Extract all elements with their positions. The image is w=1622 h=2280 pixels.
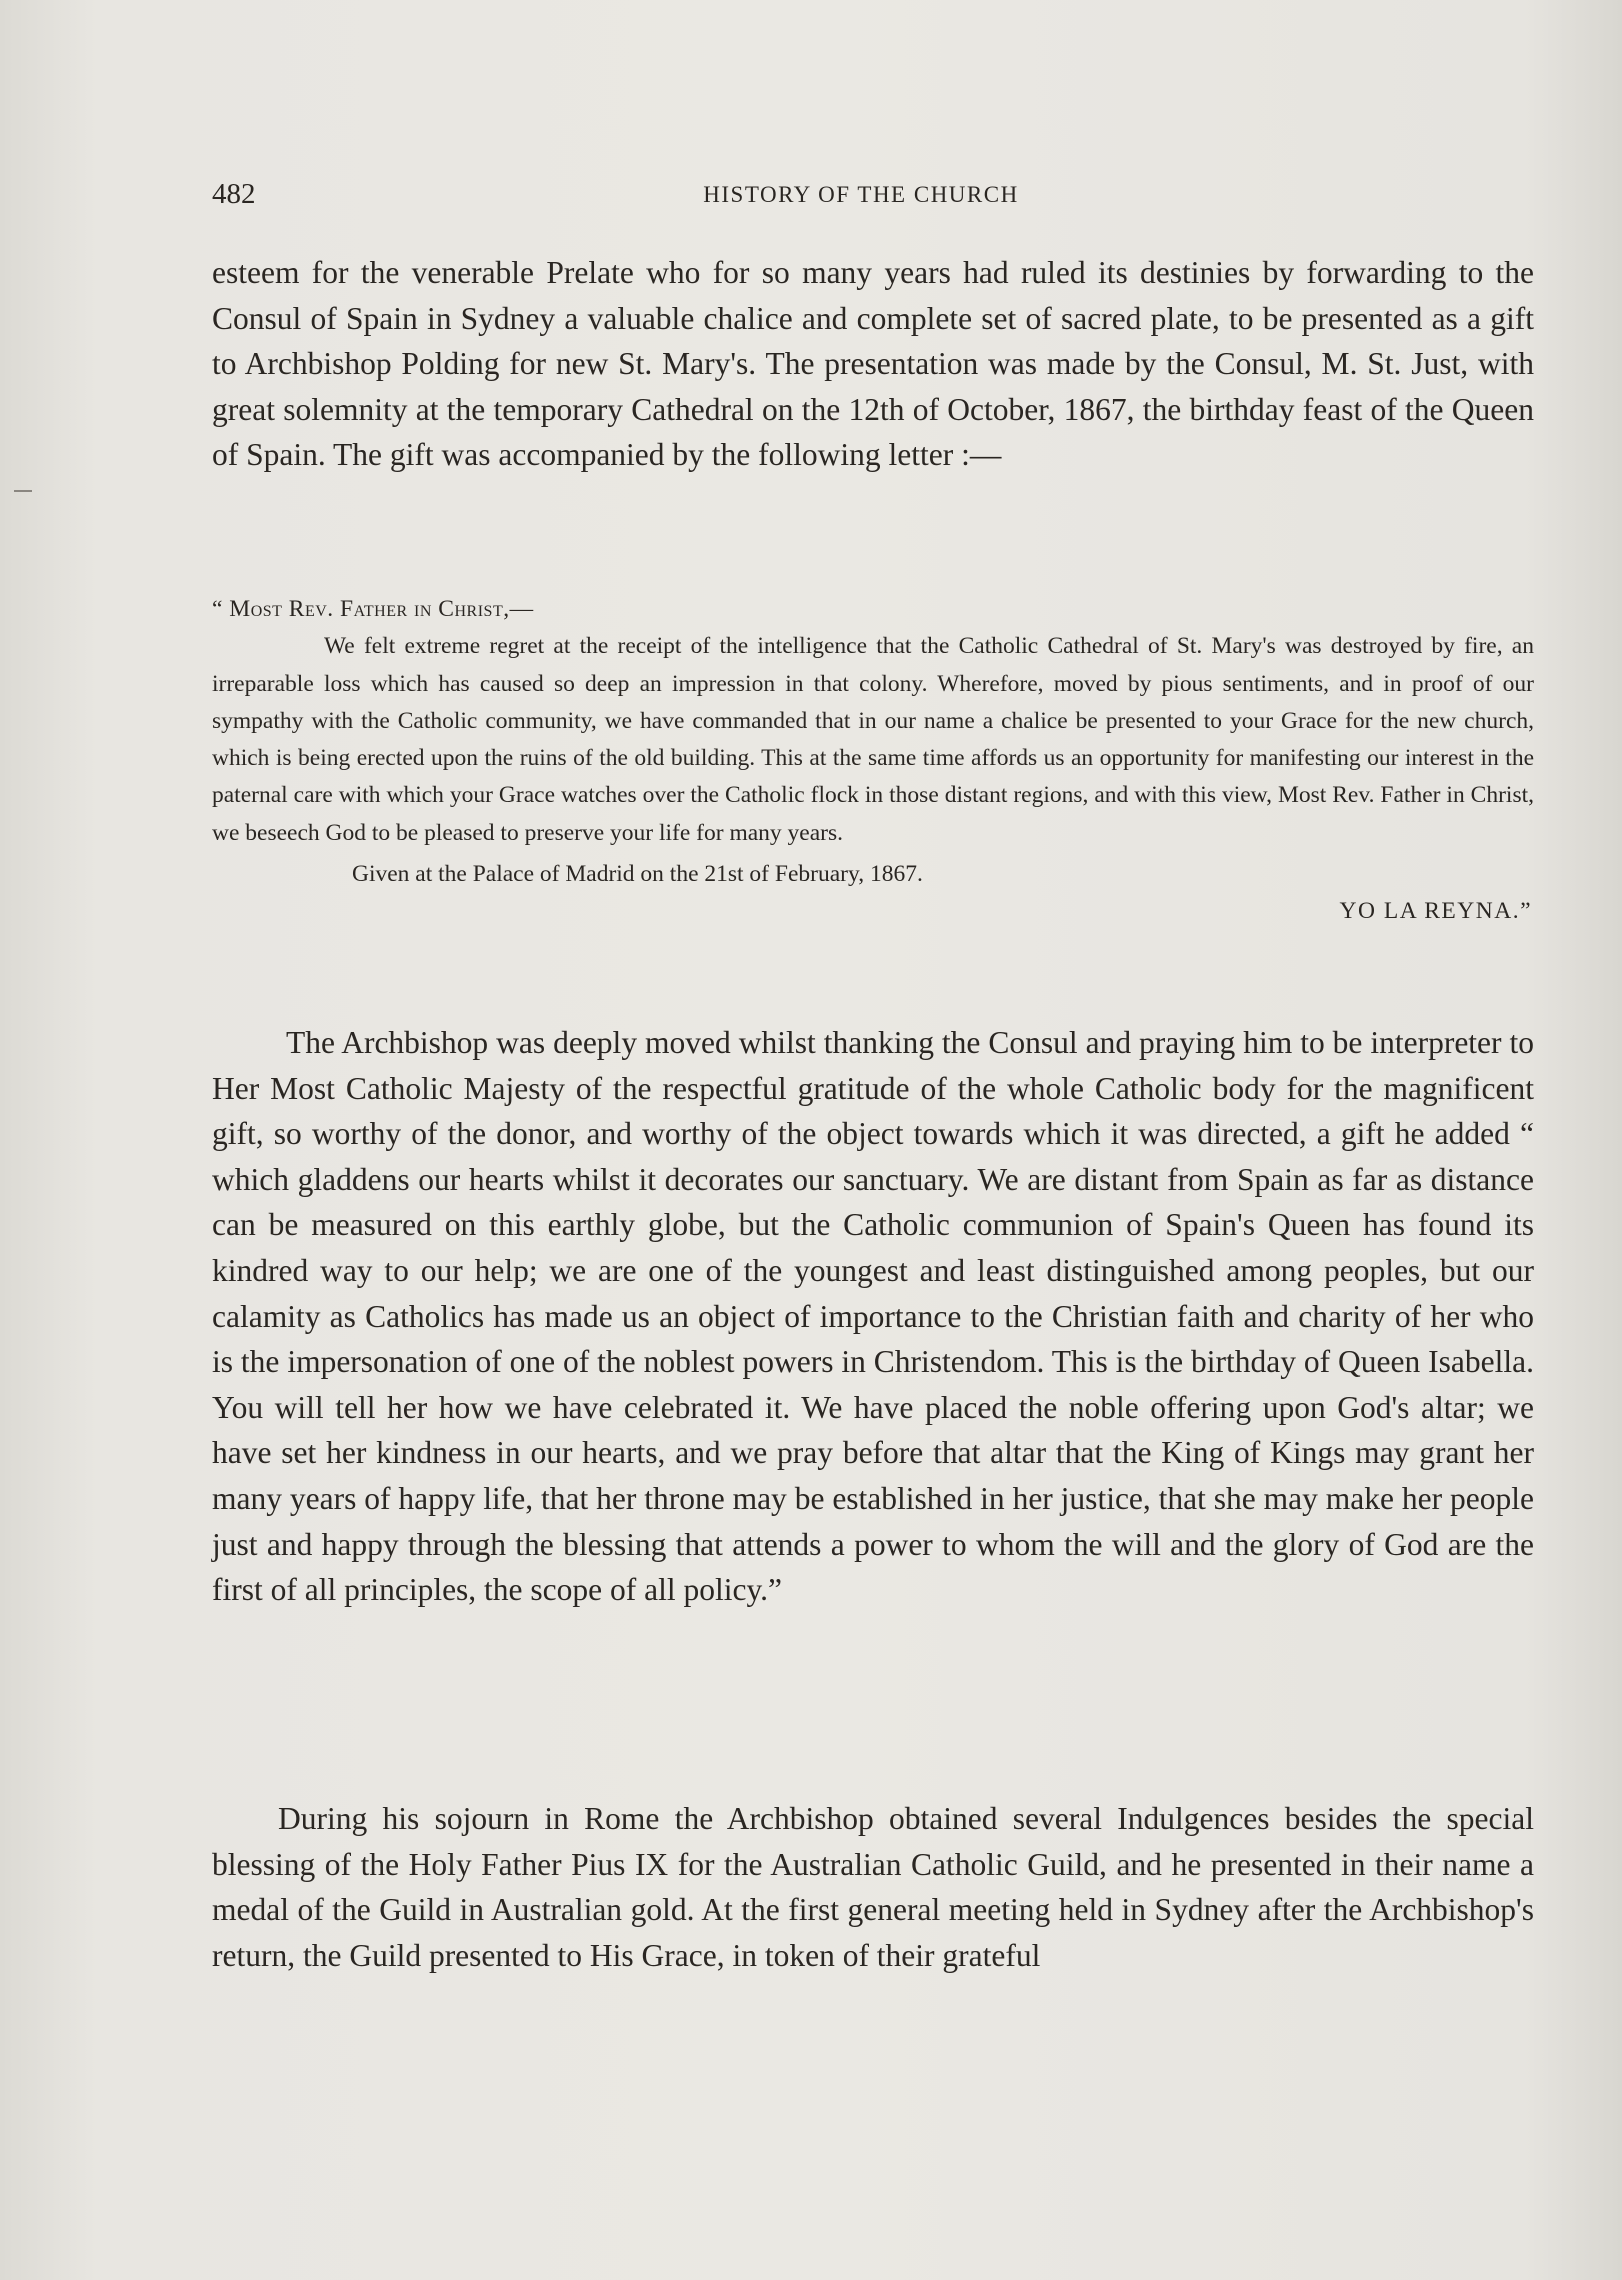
- paragraph-archbishop-reply: The Archbishop was deeply moved whilst thanking the Consul and praying him to be interpreter to Her Most Catholic Majesty of the respectful gratitude of the whole Catholic body for the magnificent gift, so worthy of the donor, and worthy of the object towards which it was directed, a gift he added “ which gladdens our hearts whilst it decorates our sanctuary. We are distant from Spain as far as distance can be measured on this earthly globe, but the Catholic communion of Spain's Queen has found its kindred way to our help; we are one of the youngest and least distinguished among peoples, but our calamity as Catholics has made us an object of importance to the Christian faith and charity of her who is the impersonation of one of the noblest powers in Christendom. This is the birthday of Queen Isabella. You will tell her how we have celebrated it. We have placed the noble offering upon God's altar; we have set her kindness in our hearts, and we pray before that altar that the King of Kings may grant her many years of happy life, that her throne may be established in her justice, that she may make her people just and happy through the blessing that attends a power to whom the will and the glory of God are the first of all principles, the scope of all policy.”: [212, 1025, 1534, 1608]
- running-head: HISTORY OF THE CHURCH: [703, 182, 1019, 207]
- margin-mark: [14, 490, 32, 492]
- letter-date-line: Given at the Palace of Madrid on the 21st of February, 1867.: [352, 861, 923, 888]
- royal-letter: [212, 591, 1534, 931]
- paragraph-opening: esteem for the venerable Prelate who for so many years had ruled its destinies by forwarding to the Consul of Spain in Sydney a valuable chalice and complete set of sacred plate, to be presented as a gift to Archbishop Polding for new St. Mary's. The presentation was made by the Consul, M. St. Just, with great solemnity at the temporary Cathedral on the 12th of October, 1867, the birthday feast of the Queen of Spain. The gift was accompanied by the following letter :—: [212, 255, 1534, 473]
- letter-signature: YO LA REYNA.”: [1339, 898, 1532, 925]
- page-number: 482: [212, 178, 256, 210]
- paragraph-rome-sojourn: During his sojourn in Rome the Archbishop obtained several Indulgences besides the special blessing of the Holy Father Pius IX for the Australian Catholic Guild, and he presented in their name a medal of the Guild in Australian gold. At the first general meeting held in Sydney after the Archbishop's return, the Guild presented to His Grace, in token of their grateful: [212, 1801, 1534, 1973]
- page-header: [212, 178, 1510, 218]
- letter-salutation: “ Most Rev. Father in Christ,—: [212, 596, 534, 622]
- letter-body: We felt extreme regret at the receipt of the intelligence that the Catholic Cathedral of St. Mary's was destroyed by fire, an irreparable loss which has caused so deep an impression in that colony. Wherefore, moved by pious sentiments, and in proof of our sympathy with the Catholic community, we have commanded that in our name a chalice be presented to your Grace for the new church, which is being erected upon the ruins of the old building. This at the same time affords us an opportunity for manifesting our interest in the paternal care with which your Grace watches over the Catholic flock in those distant regions, and with this view, Most Rev. Father in Christ, we beseech God to be pleased to preserve your life for many years.: [212, 633, 1534, 846]
